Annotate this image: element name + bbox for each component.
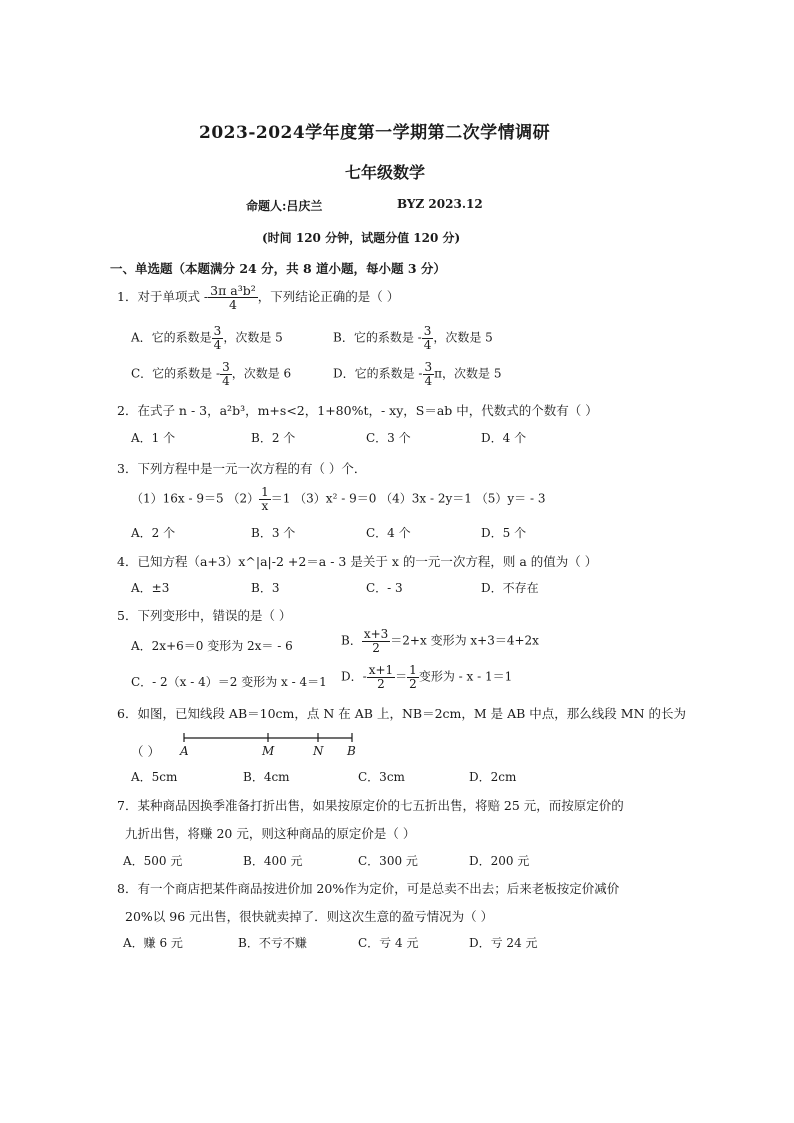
q3-eq-den: x xyxy=(261,498,269,513)
q4-option-a: A．±3 xyxy=(131,581,170,595)
question-2-stem: 2．在式子 n - 3，a²b³，m+s<2，1+80%t，- xy，S＝ab 中，代数式的个数有（ ） xyxy=(117,403,598,418)
question-5-stem: 5．下列变形中，错误的是（ ） xyxy=(117,608,292,623)
q5-b-post: ＝2+x 变形为 x+3＝4+2x xyxy=(390,633,539,648)
q5-option-b xyxy=(341,628,539,654)
exam-author: 命题人:吕庆兰 xyxy=(246,199,323,213)
question-7-stem-line1: 7．某种商品因换季准备打折出售，如果按原定价的七五折出售，将赔 25 元，而按原定价的 xyxy=(117,798,624,813)
q6-label-n: N xyxy=(313,744,324,758)
q6-option-b: B．4cm xyxy=(243,770,290,784)
question-6-stem: 6．如图，已知线段 AB＝10cm，点 N 在 AB 上，NB＝2cm，M 是 AB 中点，那么线段 MN 的长为 xyxy=(117,706,686,721)
q5-d-den2: 2 xyxy=(409,676,417,691)
q8-option-c: C．亏 4 元 xyxy=(358,936,419,950)
exam-title: 2023-2024学年度第一学期第二次学情调研 xyxy=(199,123,551,143)
q1-frac-num: 3π a³b² xyxy=(210,283,256,298)
q5-d-num2: 1 xyxy=(409,663,417,677)
q1-stem-post: ，下列结论正确的是（ ） xyxy=(257,289,400,305)
q1-d-frac xyxy=(423,361,435,387)
q3-option-c: C．4 个 xyxy=(366,526,411,540)
exam-time-info: (时间 120 分钟，试题分值 120 分) xyxy=(262,231,461,245)
q6-label-m: M xyxy=(262,744,275,758)
q1-b-frac xyxy=(422,325,434,351)
q3-eq-pre: （1）16x - 9＝5 （2） xyxy=(131,491,260,506)
q1-c-num: 3 xyxy=(222,360,230,374)
q6-answer-paren: （ ） xyxy=(131,744,160,759)
question-7-stem-line2: 九折出售，将赚 20 元，则这种商品的原定价是（ ） xyxy=(125,826,416,841)
q1-d-num: 3 xyxy=(424,360,433,374)
q3-eq-num: 1 xyxy=(261,485,269,499)
q1-option-c xyxy=(131,361,291,387)
question-4-stem: 4．已知方程（a+3）x^|a|-2 +2＝a - 3 是关于 x 的一元一次方程，则 a 的值为（ ） xyxy=(117,554,598,569)
question-8-stem-line2: 20%以 96 元出售，很快就卖掉了．则这次生意的盈亏情况为（ ） xyxy=(125,909,494,924)
q2-option-a: A．1 个 xyxy=(131,431,176,445)
q1-a-post: ，次数是 5 xyxy=(223,330,283,345)
q4-option-c: C．- 3 xyxy=(366,581,403,595)
q3-equations xyxy=(131,486,545,512)
q5-d-pre: D．- xyxy=(341,669,367,684)
q1-stem-pre: 1．对于单项式 - xyxy=(117,289,209,305)
q5-d-frac2 xyxy=(407,664,419,690)
q7-option-d: D．200 元 xyxy=(469,854,530,868)
q5-option-d xyxy=(341,664,512,690)
q7-option-c: C．300 元 xyxy=(358,854,418,868)
q1-a-frac xyxy=(212,325,224,351)
q1-option-a xyxy=(131,325,283,351)
q1-fraction xyxy=(208,284,258,311)
question-1-stem xyxy=(117,284,399,311)
q1-b-pre: B．它的系数是 - xyxy=(333,330,422,345)
exam-subject: 七年级数学 xyxy=(345,163,426,182)
q5-b-pre: B． xyxy=(341,633,362,648)
q5-b-den: 2 xyxy=(372,640,380,655)
q3-eq-post: ＝1 （3）x² - 9＝0 （4）3x - 2y＝1 （5）y＝ - 3 xyxy=(270,491,546,506)
q1-a-pre: A．它的系数是 xyxy=(131,330,212,345)
q3-option-d: D．5 个 xyxy=(481,526,527,540)
q2-option-d: D．4 个 xyxy=(481,431,527,445)
q6-option-a: A．5cm xyxy=(131,770,178,784)
q3-option-a: A．2 个 xyxy=(131,526,176,540)
q8-option-a: A．赚 6 元 xyxy=(123,936,183,950)
q1-a-den: 4 xyxy=(213,337,222,352)
q5-b-frac xyxy=(362,628,390,654)
q1-option-b xyxy=(333,325,493,351)
q6-label-b: B xyxy=(347,744,356,758)
q1-b-num: 3 xyxy=(423,324,432,338)
q8-option-d: D．亏 24 元 xyxy=(469,936,538,950)
q4-option-d: D．不存在 xyxy=(481,581,539,595)
q1-c-post: ，次数是 6 xyxy=(231,366,292,381)
q1-c-frac xyxy=(220,361,232,387)
q1-frac-den: 4 xyxy=(228,297,237,313)
q1-a-num: 3 xyxy=(213,324,222,338)
q5-option-c: C．- 2（x - 4）＝2 变形为 x - 4＝1 xyxy=(131,675,327,689)
q1-d-post: π，次数是 5 xyxy=(434,366,502,381)
q5-d-num1: x+1 xyxy=(368,663,394,677)
q2-option-b: B．2 个 xyxy=(251,431,296,445)
q1-d-pre: D．它的系数是 - xyxy=(333,366,423,381)
question-8-stem-line1: 8．有一个商店把某件商品按进价加 20%作为定价，可是总卖不出去；后来老板按定价减价 xyxy=(117,881,620,896)
q4-option-b: B．3 xyxy=(251,581,280,595)
q1-c-pre: C．它的系数是 - xyxy=(131,366,221,381)
q1-d-den: 4 xyxy=(424,373,433,388)
q5-d-post: 变形为 - x - 1＝1 xyxy=(418,669,513,684)
q8-option-b: B．不亏不赚 xyxy=(238,936,307,950)
q7-option-b: B．400 元 xyxy=(243,854,303,868)
q1-b-post: ，次数是 5 xyxy=(433,330,493,345)
q3-option-b: B．3 个 xyxy=(251,526,296,540)
q1-b-den: 4 xyxy=(423,337,432,352)
q5-option-a: A．2x+6＝0 变形为 2x＝ - 6 xyxy=(131,639,293,653)
q6-label-a: A xyxy=(180,744,189,758)
exam-code: BYZ 2023.12 xyxy=(397,197,483,211)
q6-option-d: D．2cm xyxy=(469,770,517,784)
question-3-stem: 3．下列方程中是一元一次方程的有（ ）个． xyxy=(117,461,367,476)
section-heading: 一、单选题（本题满分 24 分，共 8 道小题，每小题 3 分） xyxy=(110,261,446,276)
q5-b-num: x+3 xyxy=(363,627,389,641)
q6-option-c: C．3cm xyxy=(358,770,405,784)
q3-eq-frac xyxy=(259,486,271,512)
q5-d-mid: ＝ xyxy=(395,669,408,684)
q5-d-frac1 xyxy=(367,664,395,690)
q5-d-den1: 2 xyxy=(377,676,385,691)
q7-option-a: A．500 元 xyxy=(123,854,183,868)
q2-option-c: C．3 个 xyxy=(366,431,411,445)
q1-c-den: 4 xyxy=(222,373,230,388)
q1-option-d xyxy=(333,361,501,387)
